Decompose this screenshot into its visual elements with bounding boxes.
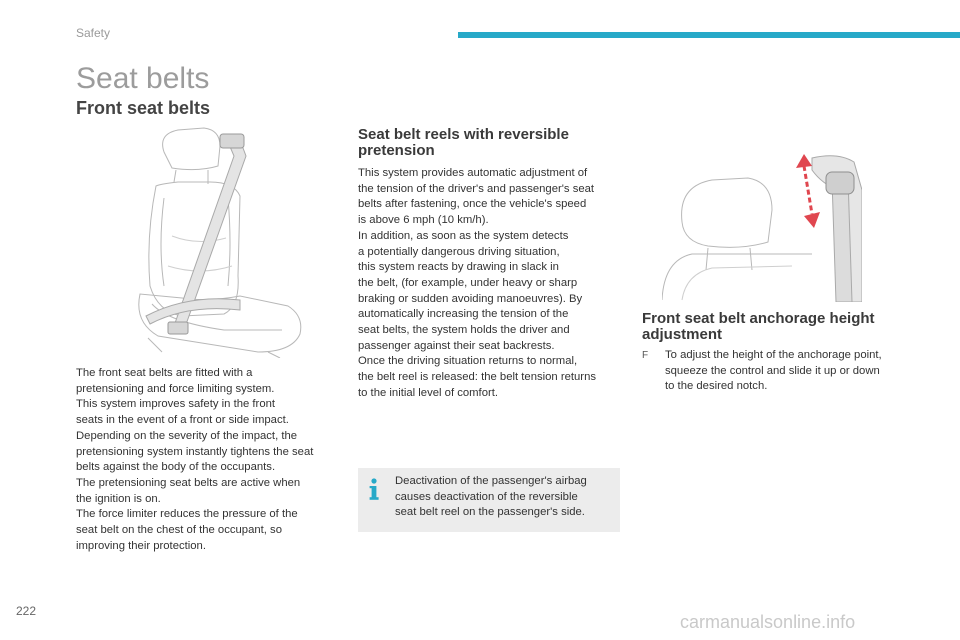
headrest-outline	[682, 178, 772, 247]
anchorage-heading: Front seat belt anchorage height adjustment	[642, 310, 875, 343]
page-number: 222	[16, 604, 37, 618]
info-text: Deactivation of the passenger's airbag causes deactivation of the reversible seat belt reel on the passenger's side.	[395, 475, 587, 519]
page-title: Seat belts	[76, 62, 210, 95]
section-label: Safety	[76, 26, 111, 40]
height-adjuster	[826, 172, 854, 194]
arrow-up	[796, 154, 812, 168]
header-accent-bar	[458, 32, 960, 38]
lap-belt	[146, 299, 240, 324]
headrest-outline	[163, 128, 220, 170]
page-subtitle: Front seat belts	[76, 98, 211, 118]
info-box	[358, 468, 620, 532]
anchorage-adjustment-illustration	[662, 150, 862, 302]
arrow-down	[804, 212, 820, 228]
front-seat-belts-description: The front seat belts are fitted with a pretensioning and force limiting system. This system improves safety in the front seats in the event of a front or side impact. Depending on the severity of the impact, the pretensioning system instantly tightens the seat belts against the body of the occupants. The pretensioning seat belts are active when the ignition is on. The force limiter reduces the pressure of the seat belt on the chest of the occupant, so improving their protection.	[76, 367, 314, 552]
reels-heading: Seat belt reels with reversible pretension	[358, 126, 569, 159]
reels-description: This system provides automatic adjustment of the tension of the driver's and passenger's seat belts after fastening, once the vehicle's speed is above 6 mph (10 km/h). In addition, as soon as the system detects a potentially dangerous driving situation, this system reacts by drawing in slack in the belt, (for example, under heavy or sharp braking or sudden avoiding manoeuvres). By automatically increasing the tension of the seat belts, the system holds the driver and passenger against their seat backrests. Once the driving situation returns to normal, the belt reel is released: the belt tension returns to the initial level of comfort.	[358, 167, 597, 399]
upper-anchorage	[220, 134, 244, 148]
anchorage-instruction-text: To adjust the height of the anchorage point, squeeze the control and slide it up or down to the desired notch.	[665, 349, 882, 393]
watermark: carmanualsonline.info	[680, 612, 856, 632]
adjust-arrow	[804, 166, 812, 214]
bullet-marker: F	[642, 350, 649, 361]
anchorage-instruction	[642, 348, 922, 395]
front-seat-illustration	[128, 126, 312, 358]
buckle	[168, 322, 188, 334]
info-icon	[368, 478, 380, 500]
shoulder-belt	[832, 178, 852, 302]
